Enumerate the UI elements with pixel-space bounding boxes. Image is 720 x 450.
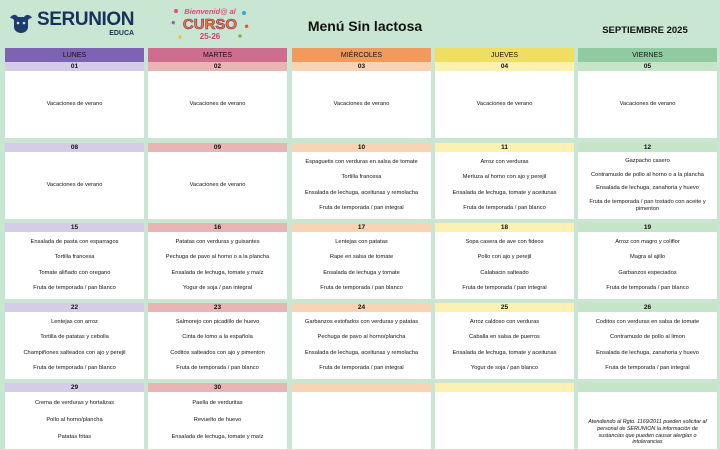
meal-item: Fruta de temporada / pan integral (319, 364, 404, 371)
meal-item: Lentejas con patatas (335, 239, 388, 246)
meal-item: Fruta de temporada / pan integral (319, 204, 404, 211)
meal-item: Ensalada de lechuga, tomate y aceitunas (452, 189, 557, 196)
day-cell (435, 303, 574, 379)
meal-item: Ensalada de lechuga y tomate (323, 269, 400, 276)
meal-list (292, 392, 431, 449)
meal-item: Gazpacho casero (625, 158, 670, 165)
date-label: 22 (5, 303, 144, 312)
date-label: 09 (148, 143, 287, 152)
date-label: 23 (148, 303, 287, 312)
meal-item: Yogur de soja / pan integral (182, 284, 253, 291)
meal-item: Lentejas con arroz (51, 319, 98, 326)
meal-item: Merluza al horno con ajo y perejil (462, 174, 547, 181)
meal-list (5, 392, 144, 449)
meal-list (5, 312, 144, 379)
badge-line-3: 25-26 (199, 32, 221, 41)
month-label: SEPTIEMBRE 2025 (602, 25, 688, 36)
meal-list (148, 312, 287, 379)
meal-item: Fruta de temporada / pan tostado con aceite y pimenton (589, 198, 706, 212)
day-header-jueves: JUEVES (435, 48, 574, 62)
day-cell (5, 303, 144, 379)
meal-item: Espaguetis con verduras en salsa de tomate (305, 159, 418, 166)
meal-item: Fruta de temporada / pan blanco (606, 284, 689, 291)
date-label: 19 (578, 223, 717, 232)
menu-title: Menú Sin lactosa (307, 18, 423, 34)
meal-list (435, 392, 574, 449)
date-label: 12 (578, 143, 717, 152)
day-cell (578, 383, 717, 449)
day-cell (148, 303, 287, 379)
date-label: 03 (292, 62, 431, 71)
meal-list (292, 232, 431, 299)
meal-list (5, 152, 144, 219)
meal-item: Ensalada de lechuga, tomate y aceitunas (452, 349, 557, 356)
day-cell (5, 223, 144, 299)
meal-item: Ensalada de lechuga, zanahoria y huevo (596, 185, 699, 192)
date-label: 04 (435, 62, 574, 71)
meal-item: Vacaciones de verano (619, 101, 676, 108)
day-cell (578, 303, 717, 379)
meal-item: Fruta de temporada / pan blanco (33, 284, 116, 291)
date-label: 02 (148, 62, 287, 71)
meal-item: Ensalada de lechuga, tomate y maíz (171, 434, 264, 441)
meal-item: Rape en salsa de tomate (329, 254, 394, 261)
day-cell (578, 62, 717, 138)
meal-item: Ensalada de lechuga, zanahoria y huevo (596, 349, 699, 356)
serunion-logo (8, 10, 134, 36)
meal-list (292, 312, 431, 379)
meal-item: Vacaciones de verano (46, 101, 103, 108)
logo-subtitle: EDUCA (109, 29, 135, 37)
meal-item: Patatas con verduras y guisantes (175, 239, 260, 246)
day-cell (578, 223, 717, 299)
meal-list (435, 71, 574, 138)
day-cell (435, 62, 574, 138)
meal-item: Ensalada de lechuga, aceitunas y remolacha (304, 349, 419, 356)
day-cell (292, 303, 431, 379)
meal-item: Ensalada de pasta con esparragos (30, 239, 119, 246)
date-label: 08 (5, 143, 144, 152)
meal-list (435, 312, 574, 379)
date-label: 30 (148, 383, 287, 392)
meal-item: Tortilla de patatas y cebolla (40, 334, 109, 341)
day-cell (578, 143, 717, 219)
meal-item: Vacaciones de verano (476, 101, 533, 108)
meal-item: Arroz con verduras (480, 159, 529, 166)
meal-list (5, 232, 144, 299)
day-cell (148, 383, 287, 449)
meal-item: Champiñones salteados con ajo y perejil (23, 349, 126, 356)
day-cell (435, 143, 574, 219)
day-cell (292, 223, 431, 299)
welcome-badge-graphic (170, 3, 250, 43)
meal-item: Vacaciones de verano (46, 182, 103, 189)
day-header-martes: MARTES (148, 48, 287, 62)
date-label: 10 (292, 143, 431, 152)
day-header-viernes: VIERNES (578, 48, 717, 62)
meal-item: Pollo al horno/plancha (46, 417, 103, 424)
meal-item: Contramuslo de pollo al horno o a la plancha (591, 171, 704, 178)
date-label: 25 (435, 303, 574, 312)
meal-item: Ensalada de lechuga, aceitunas y remolacha (304, 189, 419, 196)
meal-item: Pechuga de pavo al horno/plancha (317, 334, 406, 341)
meal-list (148, 232, 287, 299)
day-cell (292, 62, 431, 138)
meal-item: Coditos salteados con ajo y pimenton (170, 349, 265, 356)
date-label: 17 (292, 223, 431, 232)
meal-item: Arroz con magro y coliflor (615, 239, 680, 246)
date-label: 18 (435, 223, 574, 232)
date-label: 29 (5, 383, 144, 392)
day-cell (292, 383, 431, 449)
meal-item: Fruta de temporada / pan integral (605, 364, 690, 371)
meal-list (5, 71, 144, 138)
meal-list (292, 152, 431, 219)
meal-list (292, 71, 431, 138)
meal-item: Garbanzos estofados con verduras y patatas (304, 319, 419, 326)
meal-item: Caballa en salsa de puerros (469, 334, 540, 341)
day-cell (5, 62, 144, 138)
date-label (435, 383, 574, 392)
meal-item: Salmorejo con picadillo de huevo (175, 319, 260, 326)
meal-item: Revuelto de huevo (193, 417, 242, 424)
date-label (292, 383, 431, 392)
meal-item: Arroz caldoso con verduras (469, 319, 540, 326)
meal-list (148, 152, 287, 219)
meal-item: Contramuslo de pollo al limon (610, 334, 685, 341)
day-cell (148, 62, 287, 138)
meal-item: Fruta de temporada / pan blanco (463, 204, 546, 211)
meal-list (435, 232, 574, 299)
meal-item: Coditos con verduras en salsa de tomate (595, 319, 700, 326)
meal-item: Vacaciones de verano (189, 182, 246, 189)
meal-list (578, 71, 717, 138)
day-cell (292, 143, 431, 219)
meal-list (435, 152, 574, 219)
page-header (0, 0, 720, 46)
date-label: 16 (148, 223, 287, 232)
day-cell (435, 383, 574, 449)
meal-item: Fruta de temporada / pan blanco (33, 364, 116, 371)
meal-item: Yogur de soja / pan blanco (470, 364, 539, 371)
day-header-lunes: LUNES (5, 48, 144, 62)
meal-item: Paella de verduritas (192, 400, 243, 407)
meal-list (578, 232, 717, 299)
meal-list (578, 312, 717, 379)
date-label: 15 (5, 223, 144, 232)
badge-line-2: CURSO (182, 16, 238, 33)
date-label: 11 (435, 143, 574, 152)
day-cell (435, 223, 574, 299)
welcome-badge (170, 3, 250, 43)
day-cell (5, 143, 144, 219)
meal-item: Pollo con ajo y perejil (477, 254, 532, 261)
meal-item: Ensalada de lechuga, tomate y maíz (171, 269, 264, 276)
meal-list (148, 71, 287, 138)
meal-item: Calabacin salteado (480, 269, 529, 276)
day-cell (148, 223, 287, 299)
date-label: 24 (292, 303, 431, 312)
meal-item: Fruta de temporada / pan blanco (320, 284, 403, 291)
date-label: 01 (5, 62, 144, 71)
meal-item: Crema de verduras y hortalizas (34, 400, 115, 407)
meal-item: Pechuga de pavo al horno o a la plancha (165, 254, 270, 261)
day-cell (5, 383, 144, 449)
date-label (578, 383, 717, 392)
logo-name: SERUNION (37, 8, 135, 30)
day-header-miercoles: MIÉRCOLES (292, 48, 431, 62)
meal-item: Tortilla francesa (341, 174, 382, 181)
meal-item: Sopa casera de ave con fideos (465, 239, 544, 246)
badge-line-1: Bienvenid@ al (184, 7, 236, 16)
date-label: 05 (578, 62, 717, 71)
meal-item: Tortilla francesa (54, 254, 95, 261)
meal-item: Tomate aliñado con oregano (38, 269, 111, 276)
meal-item: Magra al ajillo (629, 254, 666, 261)
bull-logo-icon (8, 12, 34, 34)
meal-item: Vacaciones de verano (189, 101, 246, 108)
meal-item: Vacaciones de verano (333, 101, 390, 108)
meal-item: Fruta de temporada / pan blanco (176, 364, 259, 371)
date-label: 26 (578, 303, 717, 312)
allergen-note: Atendiendo al Rgto. 1169/2011 pueden solicitar al personal de SERUNION la información de sustancias que pueden causar alergias o intolerancias (588, 419, 707, 446)
meal-item: Patatas fritas (57, 434, 92, 441)
day-cell (148, 143, 287, 219)
meal-list (578, 152, 717, 219)
meal-item: Fruta de temporada / pan integral (462, 284, 547, 291)
meal-item: Garbanzos especiados (618, 269, 677, 276)
meal-list (578, 392, 717, 449)
meal-item: Cinta de lomo a la española (182, 334, 253, 341)
meal-list (148, 392, 287, 449)
